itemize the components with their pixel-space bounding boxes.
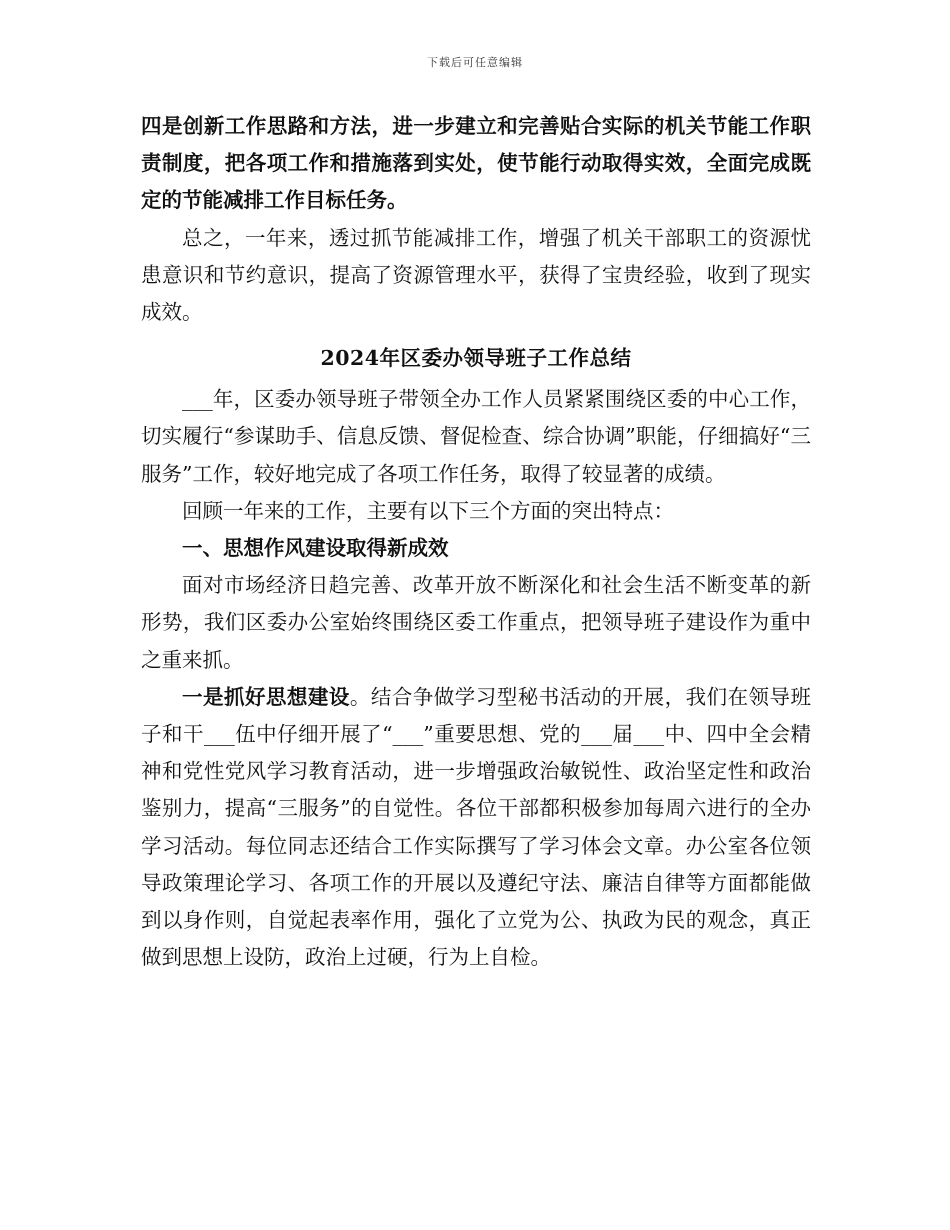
paragraph-ideology-lead: 一是抓好思想建设 [182,684,350,709]
paragraph-review: 回顾一年来的工作，主要有以下三个方面的突出特点： [182,498,674,523]
paragraph-ideology-body: 。结合争做学习型秘书活动的开展，我们在领导班子和干___伍中仔细开展了“___”重要思想、党的___届___中、四中全会精神和党性党风学习教育活动，进一步增强政治敏锐性、政治坚定性和政治鉴别力，提高“三服务”的自觉性。各位干部都积极参加每周六进行的全办学习活动。每位同志还结合工作实际撰写了学习体会文章。办公室各位领导政策理论学习、各项工作的开展以及遵纪守法、廉洁自律等方面都能做到以身作则，自觉起表率作用，强化了立党为公、执政为民的观念，真正做到思想上设防，政治上过硬，行为上自检。 [141,684,812,970]
section-heading-1: 一、思想作风建设取得新成效 [182,536,449,561]
document-title: 2024年区委办领导班子工作总结 [320,346,632,371]
document-body [141,108,811,976]
page-header-note: 下载后可任意编辑 [427,56,523,69]
paragraph-ideology [141,679,811,977]
paragraph-summary: 总之，一年来，透过抓节能减排工作，增强了机关干部职工的资源忧患意识和节约意识，提高了资源管理水平，获得了宝贵经验，收到了现实成效。 [141,225,811,325]
paragraph-intro: ___年，区委办领导班子带领全办工作人员紧紧围绕区委的中心工作，切实履行“参谋助手、信息反馈、督促检查、综合协调”职能，仔细搞好“三服务”工作，较好地完成了各项工作任务，取得了较显著的成绩。 [141,387,811,486]
paragraph-situation: 面对市场经济日趋完善、改革开放不断深化和社会生活不断变革的新形势，我们区委办公室始终围绕区委工作重点，把领导班子建设作为重中之重来抓。 [141,573,811,672]
paragraph-innovation: 四是创新工作思路和方法，进一步建立和完善贴合实际的机关节能工作职责制度，把各项工作和措施落到实处，使节能行动取得实效，全面完成既定的节能减排工作目标任务。 [141,114,811,213]
